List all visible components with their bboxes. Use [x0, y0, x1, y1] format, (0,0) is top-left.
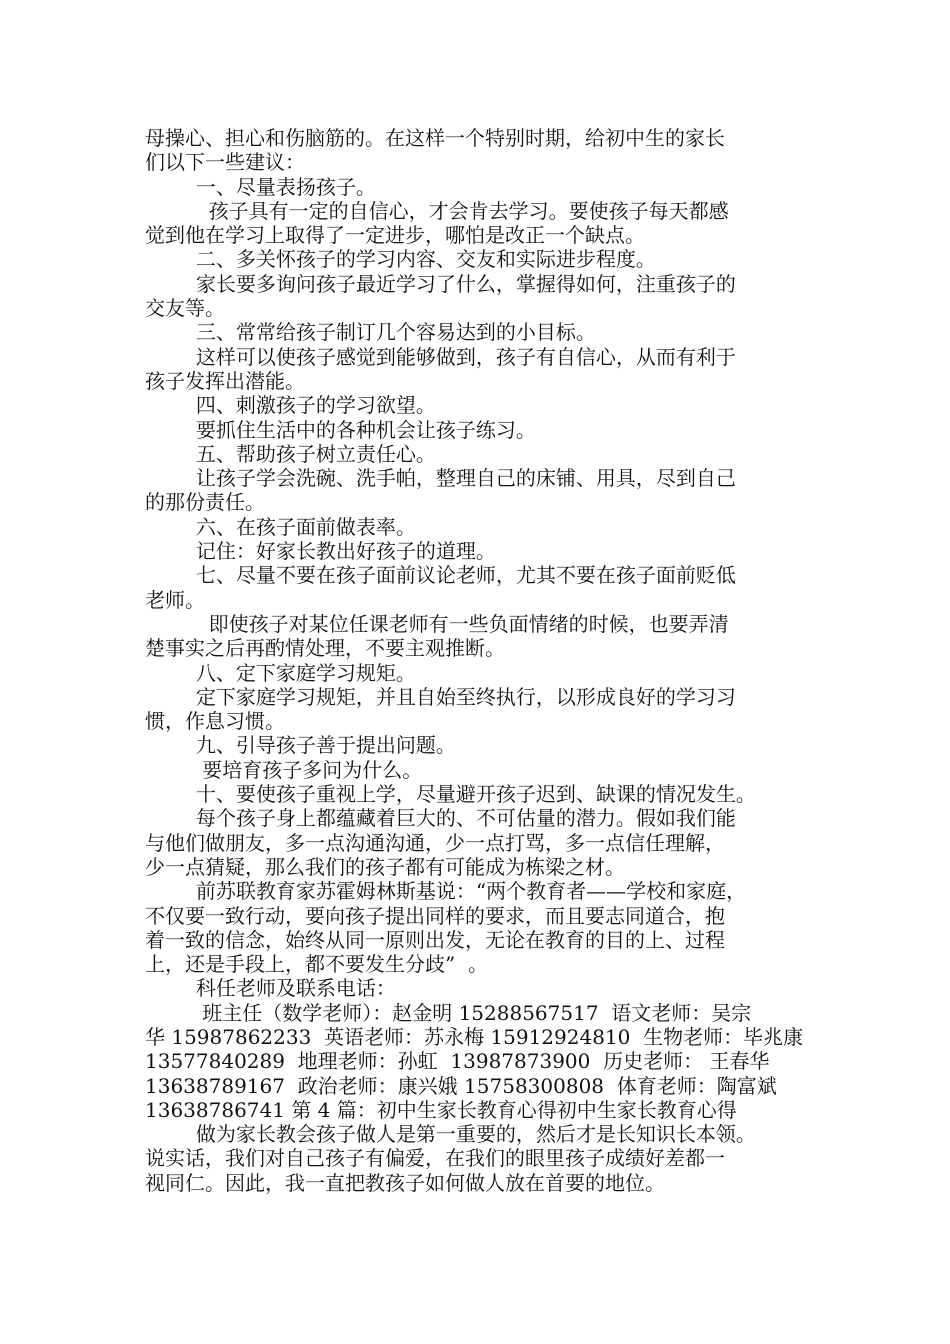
text-line: 惯，作息习惯。 [145, 709, 285, 734]
text-line: 做为家长教会孩子做人是第一重要的，然后才是长知识长本领。 [145, 1122, 756, 1147]
text-line: 孩子具有一定的自信心，才会肯去学习。要使孩子每天都感 [145, 198, 729, 223]
text-line: 班主任（数学老师）：赵金明 15288567517 语文老师：吴宗 [145, 1000, 752, 1025]
text-line: 家长要多询问孩子最近学习了什么，掌握得如何，注重孩子的 [145, 271, 736, 296]
text-line: 十、要使孩子重视上学，尽量避开孩子迟到、缺课的情况发生。 [145, 782, 756, 807]
text-line: 母操心、担心和伤脑筋的。在这样一个特别时期，给初中生的家长 [145, 126, 725, 150]
text-line: 楚事实之后再酌情处理，不要主观推断。 [145, 636, 505, 661]
text-line: 少一点猜疑，那么我们的孩子都有可能成为栋梁之材。 [145, 854, 625, 879]
text-line: 着一致的信念，始终从同一原则出发，无论在教育的目的上、过程 [145, 927, 725, 952]
text-line: 九、引导孩子善于提出问题。 [145, 733, 456, 758]
text-line: 三、常常给孩子制订几个容易达到的小目标。 [145, 320, 596, 345]
text-line: 一、尽量表扬孩子。 [145, 174, 376, 199]
text-line: 华 15987862233 英语老师：苏永梅 15912924810 生物老师：毕兆康 [145, 1024, 804, 1049]
document-page [145, 126, 825, 1195]
text-line: 与他们做朋友，多一点沟通沟通，少一点打骂，多一点信任理解， [145, 830, 725, 855]
text-line: 让孩子学会洗碗、洗手帕，整理自己的床铺、用具，尽到自己 [145, 466, 736, 491]
text-line: 前苏联教育家苏霍姆林斯基说：“两个教育者——学校和家庭， [145, 879, 747, 904]
text-line: 八、定下家庭学习规矩。 [145, 660, 416, 685]
text-line: 定下家庭学习规矩，并且自始至终执行，以形成良好的学习习 [145, 684, 736, 709]
text-line: 的那份责任。 [145, 490, 265, 515]
text-line: 老师。 [145, 587, 205, 612]
text-line: 要抓住生活中的各种机会让孩子练习。 [145, 417, 536, 442]
text-line: 即使孩子对某位任课老师有一些负面情绪的时候，也要弄清 [145, 611, 729, 636]
text-line: 13638789167 政治老师：康兴娥 15758300808 体育老师：陶富斌 [145, 1073, 777, 1098]
text-line: 要培育孩子多问为什么。 [145, 757, 423, 782]
text-line: 记住：好家长教出好孩子的道理。 [145, 539, 496, 564]
text-line: 七、尽量不要在孩子面前议论老师，尤其不要在孩子面前贬低 [145, 563, 736, 588]
text-line: 说实话，我们对自己孩子有偏爱，在我们的眼里孩子成绩好差都一 [145, 1146, 725, 1171]
text-line: 科任老师及联系电话： [145, 976, 396, 1001]
text-line: 们以下一些建议： [145, 150, 305, 175]
text-line: 13577840289 地理老师：孙虹 13987873900 历史老师： 王春华 [145, 1049, 770, 1074]
text-line: 13638786741 第 4 篇：初中生家长教育心得初中生家长教育心得 [145, 1097, 737, 1122]
text-line: 孩子发挥出潜能。 [145, 368, 305, 393]
text-line: 二、多关怀孩子的学习内容、交友和实际进步程度。 [145, 247, 656, 272]
text-line: 觉到他在学习上取得了一定进步，哪怕是改正一个缺点。 [145, 223, 645, 248]
text-line: 上，还是手段上，都不要发生分歧” 。 [145, 952, 488, 977]
text-line: 每个孩子身上都蕴藏着巨大的、不可估量的潜力。假如我们能 [145, 806, 736, 831]
text-line: 视同仁。因此，我一直把教孩子如何做人放在首要的地位。 [145, 1170, 665, 1195]
text-line: 四、刺激孩子的学习欲望。 [145, 393, 436, 418]
text-line: 不仅要一致行动，要向孩子提出同样的要求，而且要志同道合，抱 [145, 903, 725, 928]
text-line: 这样可以使孩子感觉到能够做到，孩子有自信心，从而有利于 [145, 344, 736, 369]
text-line: 交友等。 [145, 296, 225, 321]
text-line: 六、在孩子面前做表率。 [145, 514, 416, 539]
text-line: 五、帮助孩子树立责任心。 [145, 441, 436, 466]
